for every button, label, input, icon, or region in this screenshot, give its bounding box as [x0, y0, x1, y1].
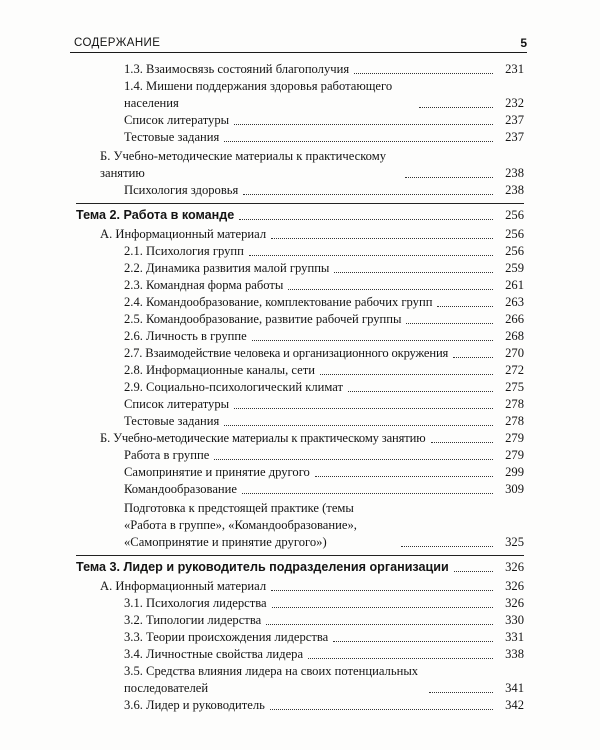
- toc-entry[interactable]: [124, 78, 524, 112]
- toc-entry[interactable]: [124, 362, 524, 379]
- dot-leader: [308, 657, 493, 659]
- toc-entry-page: 256: [505, 244, 524, 258]
- toc-entry-label: Тестовые задания: [124, 414, 220, 428]
- toc-entry-page: 231: [505, 62, 524, 76]
- toc-topic-label: Тема 3. Лидер и руководитель подразделения организации: [76, 560, 449, 574]
- toc-entry-label: А. Информационный материал: [100, 227, 267, 241]
- toc-entry-page: 309: [505, 482, 524, 496]
- header-title: СОДЕРЖАНИЕ: [74, 37, 161, 49]
- dot-leader: [272, 606, 493, 608]
- dot-leader: [320, 373, 493, 375]
- toc-entry[interactable]: [124, 663, 524, 697]
- toc-entry-page: 342: [505, 698, 524, 712]
- toc-entry-label: Психология здоровья: [124, 183, 239, 197]
- toc-topic-2[interactable]: [76, 207, 524, 224]
- toc-topic-3[interactable]: [76, 559, 524, 576]
- toc-entry[interactable]: [124, 345, 524, 362]
- toc-entry-page: 232: [505, 96, 524, 110]
- toc-entry-page: 272: [505, 363, 524, 377]
- toc-entry[interactable]: [124, 481, 524, 498]
- toc-entry[interactable]: [124, 612, 524, 629]
- toc-entry-label: Список литературы: [124, 113, 230, 127]
- dot-leader: [271, 589, 493, 591]
- toc-entry-label: 3.1. Психология лидерства: [124, 596, 267, 610]
- toc-entry-page: 331: [505, 630, 524, 644]
- toc-entry-label: Тестовые задания: [124, 130, 220, 144]
- toc-entry-page: 278: [505, 414, 524, 428]
- toc-entry[interactable]: [124, 260, 524, 277]
- toc-entry-page: 259: [505, 261, 524, 275]
- dot-leader: [214, 458, 493, 460]
- toc-entry[interactable]: [124, 413, 524, 430]
- dot-leader: [271, 237, 493, 239]
- toc-entry[interactable]: [124, 646, 524, 663]
- dot-leader: [252, 339, 493, 341]
- toc-entry-label: 3.5. Средства влияния лидера на своих потенциальных последователей: [124, 664, 419, 695]
- toc-entry-label: Б. Учебно-методические материалы к практическому занятию: [100, 431, 426, 445]
- toc-entry-page: 256: [505, 227, 524, 241]
- toc-topic-page: 326: [505, 560, 524, 574]
- toc-entry-label: 3.3. Теории происхождения лидерства: [124, 630, 329, 644]
- dot-leader: [224, 424, 493, 426]
- toc-topic-page: 256: [505, 208, 524, 222]
- toc-entry-label: А. Информационный материал: [100, 579, 267, 593]
- toc-entry-page: 278: [505, 397, 524, 411]
- toc-entry-page: 261: [505, 278, 524, 292]
- dot-leader: [354, 72, 493, 74]
- toc-entry-label: 2.1. Психология групп: [124, 244, 244, 258]
- toc-entry-page: 279: [505, 431, 524, 445]
- dot-leader: [437, 305, 493, 307]
- toc-entry-label: Командообразование: [124, 482, 237, 496]
- running-header: [70, 30, 527, 53]
- toc-entry-page: 266: [505, 312, 524, 326]
- toc-entry-label: Подготовка к предстоящей практике (темы «Работа в группе», «Командообразование», «Самопринятие и принятие другого»): [124, 501, 357, 549]
- toc-entry-page: 275: [505, 380, 524, 394]
- toc-entry-page: 268: [505, 329, 524, 343]
- dot-leader: [315, 475, 493, 477]
- dot-leader: [405, 176, 493, 178]
- toc-entry-label: 3.6. Лидер и руководитель: [124, 698, 265, 712]
- toc-entry[interactable]: [124, 697, 524, 714]
- dot-leader: [406, 322, 493, 324]
- dot-leader: [453, 356, 493, 358]
- toc-entry-page: 237: [505, 130, 524, 144]
- toc-entry[interactable]: [124, 629, 524, 646]
- dot-leader: [431, 441, 494, 443]
- toc-topic-label: Тема 2. Работа в команде: [76, 208, 235, 222]
- toc-entry[interactable]: [124, 328, 524, 345]
- toc-entry-label: Список литературы: [124, 397, 230, 411]
- dot-leader: [249, 254, 493, 256]
- toc-entry[interactable]: [124, 379, 524, 396]
- toc-entry-label: 2.6. Личность в группе: [124, 329, 247, 343]
- dot-leader: [334, 271, 493, 273]
- toc-entry[interactable]: [124, 112, 524, 129]
- dot-leader: [333, 640, 493, 642]
- dot-leader: [348, 390, 493, 392]
- dot-leader: [242, 492, 493, 494]
- toc-entry-page: 326: [505, 579, 524, 593]
- toc-entry-page: 237: [505, 113, 524, 127]
- toc-entry[interactable]: [124, 294, 524, 311]
- toc-entry[interactable]: [100, 430, 524, 447]
- dot-leader: [266, 623, 493, 625]
- toc-entry-label: 2.5. Командообразование, развитие рабочей группы: [124, 312, 402, 326]
- page-number: 5: [520, 36, 527, 50]
- toc-entry-label: 2.3. Командная форма работы: [124, 278, 284, 292]
- dot-leader: [401, 545, 493, 547]
- section-divider: [76, 555, 524, 556]
- dot-leader: [429, 691, 493, 693]
- toc-entry-label: 1.4. Мишени поддержания здоровья работающего населения: [124, 79, 393, 110]
- toc-entry[interactable]: [100, 578, 524, 595]
- toc-entry[interactable]: [124, 129, 524, 146]
- dot-leader: [239, 218, 493, 220]
- toc-entry-label: 2.8. Информационные каналы, сети: [124, 363, 315, 377]
- toc-entry-label: Работа в группе: [124, 448, 210, 462]
- toc-entry-page: 299: [505, 465, 524, 479]
- toc-entry[interactable]: [100, 148, 524, 182]
- toc-entry[interactable]: [124, 447, 524, 464]
- table-of-contents: [76, 61, 524, 714]
- toc-entry-label: Самопринятие и принятие другого: [124, 465, 310, 479]
- dot-leader: [419, 106, 493, 108]
- dot-leader: [234, 123, 493, 125]
- toc-entry[interactable]: [124, 595, 524, 612]
- toc-entry[interactable]: [124, 396, 524, 413]
- toc-entry-page: 330: [505, 613, 524, 627]
- toc-entry-page: 238: [505, 166, 524, 180]
- toc-entry-page: 326: [505, 596, 524, 610]
- toc-entry-label: 3.4. Личностные свойства лидера: [124, 647, 304, 661]
- toc-entry-page: 341: [505, 681, 524, 695]
- toc-entry-label: 2.2. Динамика развития малой группы: [124, 261, 330, 275]
- toc-entry-page: 263: [505, 295, 524, 309]
- dot-leader: [270, 708, 493, 710]
- toc-entry-page: 338: [505, 647, 524, 661]
- dot-leader: [288, 288, 493, 290]
- toc-entry[interactable]: [124, 311, 524, 328]
- dot-leader: [454, 570, 493, 572]
- dot-leader: [224, 140, 493, 142]
- toc-entry[interactable]: [124, 182, 524, 199]
- toc-entry-page: 325: [505, 535, 524, 549]
- toc-entry-page: 279: [505, 448, 524, 462]
- toc-entry[interactable]: [124, 464, 524, 481]
- toc-entry[interactable]: [100, 226, 524, 243]
- toc-entry-label: Б. Учебно-методические материалы к практическому занятию: [100, 149, 386, 180]
- toc-entry[interactable]: [124, 243, 524, 260]
- toc-entry-page: 238: [505, 183, 524, 197]
- section-divider: [76, 203, 524, 204]
- toc-entry[interactable]: [124, 61, 524, 78]
- dot-leader: [234, 407, 493, 409]
- toc-entry-page: 270: [505, 346, 524, 360]
- toc-entry-label: 2.7. Взаимодействие человека и организационного окружения: [124, 346, 449, 360]
- toc-entry-label: 2.9. Социально-психологический климат: [124, 380, 344, 394]
- toc-entry-label: 2.4. Командообразование, комплектование рабочих групп: [124, 295, 433, 309]
- dot-leader: [243, 193, 493, 195]
- toc-entry-label: 1.3. Взаимосвязь состояний благополучия: [124, 62, 350, 76]
- toc-entry-label: 3.2. Типологии лидерства: [124, 613, 262, 627]
- toc-entry[interactable]: [124, 277, 524, 294]
- toc-entry[interactable]: [124, 500, 524, 551]
